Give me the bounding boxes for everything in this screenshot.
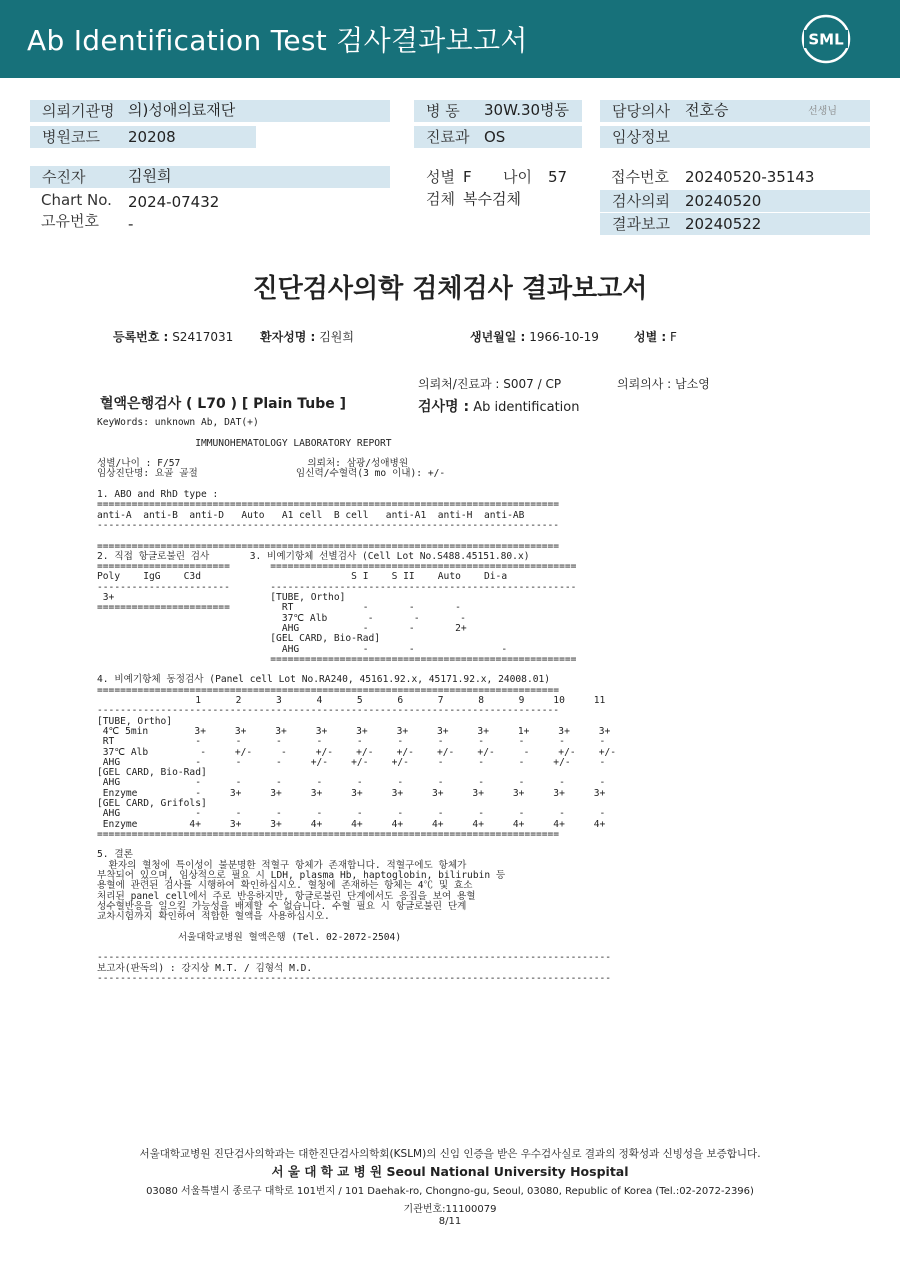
footer-certification: 서울대학교병원 진단검사의학과는 대한진단검사의학회(KSLM)의 신임 인증을 받은 우수검사실로 결과의 정확성과 신빙성을 보증합니다. [139,1148,761,1160]
page-number: 8/11 [438,1216,462,1227]
report-date-row: 결과보고 [600,213,870,235]
footer-hospital-name: 서 울 대 학 교 병 원 Seoul National University Hospital [271,1164,629,1179]
age-value: 57 [548,168,568,186]
request-value: 20240520 [685,192,762,210]
specimen-label: 검체 [426,190,455,208]
request-row: 검사의뢰 [600,190,870,212]
sex-value: F [463,168,472,186]
age-label: 나이 [503,168,532,186]
chart-label: Chart No. [41,191,112,209]
ward-value: 30W.30병동 [484,101,570,119]
footer-address: 03080 서울특별시 종로구 대학로 101번지 / 101 Daehak-ro, Chongno-gu, Seoul, 03080, Republic of Korea (Tel.:02-2072-2396) [146,1186,754,1197]
sex-label: 성별 [426,168,455,186]
doctor-row: 담당의사 [600,100,870,122]
sml-logo-icon [800,13,852,65]
hospital-code-value: 20208 [128,128,176,146]
birth-date: 생년월일 : 1966-10-19 [470,330,599,344]
institution-row: 의뢰기관명 [30,100,390,122]
report-date-value: 20240522 [685,215,762,233]
referring-doctor: 의뢰의사 : 남소영 [617,377,710,391]
clinical-row: 임상정보 [600,126,870,148]
unique-value: - [128,215,134,233]
lab-report-body: KeyWords: unknown Ab, DAT(+) IMMUNOHEMATOLOGY LABORATORY REPORT 성별/나이 : F/57 의뢰처: 삼광/성애병원 임상진단명: 요골 골절 임신력/수혈력(3 mo 이내): +/- 1. ABO and RhD type : ================================================================================ anti-A anti-B anti-D Auto A1 cell B cell anti-A1 anti-H anti-AB -------------------------------------------------------------------------------- ================================================================================ 2. 직접 항글로불린 검사 3. 비예기항체 선별검사 (Cell Lot No.S488.45151.80.x) ======================= ===================================================== Poly IgG C3d S I S II Auto Di-a ----------------------- ----------------------------------------------------- 3+ [TUBE, Ortho] ======================= RT - - - 37℃ Alb - - - AHG - - 2+ [GEL CARD, Bio-Rad] AHG - - - ===================================================== 4. 비예기항체 동정검사 (Panel cell Lot No.RA240, 45161.92.x, 45171.92.x, 24008.01) ================================================================================ 1 2 3 4 5 6 7 8 9 10 11 -------------------------------------------------------------------------------- [TUBE, Ortho] 4℃ 5min 3+ 3+ 3+ 3+ 3+ 3+ 3+ 3+ 1+ 3+ 3+ RT - - - - - - - - - - - 37℃ Alb - +/- - +/- +/- +/- +/- +/- - +/- +/- AHG - - - +/- +/- +/- - - - +/- - [GEL CARD, Bio-Rad] AHG - - - - - - - - - - - Enzyme - 3+ 3+ 3+ 3+ 3+ 3+ 3+ 3+ 3+ 3+ [GEL CARD, Grifols] AHG - - - - - - - - - - - Enzyme 4+ 3+ 3+ 4+ 4+ 4+ 4+ 4+ 4+ 4+ 4+ ================================================================================ 5. 결론 환자의 혈청에 특이성이 불분명한 적혈구 항체가 존재합니다. 적혈구에도 항체가 부착되어 있으며, 임상적으로 필요 시 LDH, plasma Hb, haptoglobin, bilirubin 등 용혈에 관련된 검사를 시행하여 확인하십시오. 혈청에 존재하는 항체는 4℃ 및 효소 처리된 panel cell에서 주로 반응하지만, 항글로불린 단계에서도 응집을 보여 용혈 성수혈반응을 일으킬 가능성을 배제할 수 없습니다. 수혈 필요 시 항글로불린 단계 교차시험까지 확인하여 적합한 혈액을 사용하십시오. 서울대학교병원 혈액은행 (Tel. 02-2072-2504) ----------------------------------------------------------------------------------------- 보고자(판독의) : 강지상 M.T. / 김형석 M.D. ----------------------------------------------------------------------------------------- [97,417,617,985]
report-sex: 성별 : F [634,330,677,344]
referrer: 의뢰처/진료과 : S007 / CP [418,377,562,391]
report-title: 진단검사의학 검체검사 결과보고서 [252,274,648,304]
patient-row: 수진자 [30,166,390,188]
page-title: Ab Identification Test 검사결과보고서 [27,24,528,57]
chart-value: 2024-07432 [128,193,220,211]
unique-label: 고유번호 [41,212,99,230]
reg-number: 등록번호 : S2417031 [113,330,234,344]
specimen-value: 복수검체 [463,190,521,208]
exam-group: 혈액은행검사 ( L70 ) [ Plain Tube ] [100,396,347,412]
header-bar [0,0,900,78]
receipt-label: 접수번호 [611,168,669,186]
dept-value: OS [484,128,506,146]
footer-institution-code: 기관번호:11100079 [403,1204,497,1215]
exam-name: 검사명 : Ab identification [418,399,580,415]
ward-row: 병 동 [414,100,582,122]
doctor-value: 전호승 [685,101,729,119]
dept-row: 진료과 [414,126,582,148]
institution-value: 의)성애의료재단 [128,101,236,119]
patient-value: 김원희 [128,167,172,185]
svg-text:SML: SML [808,30,844,49]
patient-name: 환자성명 : 김원희 [260,330,354,344]
hospital-code-row: 병원코드 [30,126,256,148]
doctor-suffix: 선생님 [808,106,837,117]
receipt-value: 20240520-35143 [685,168,815,186]
